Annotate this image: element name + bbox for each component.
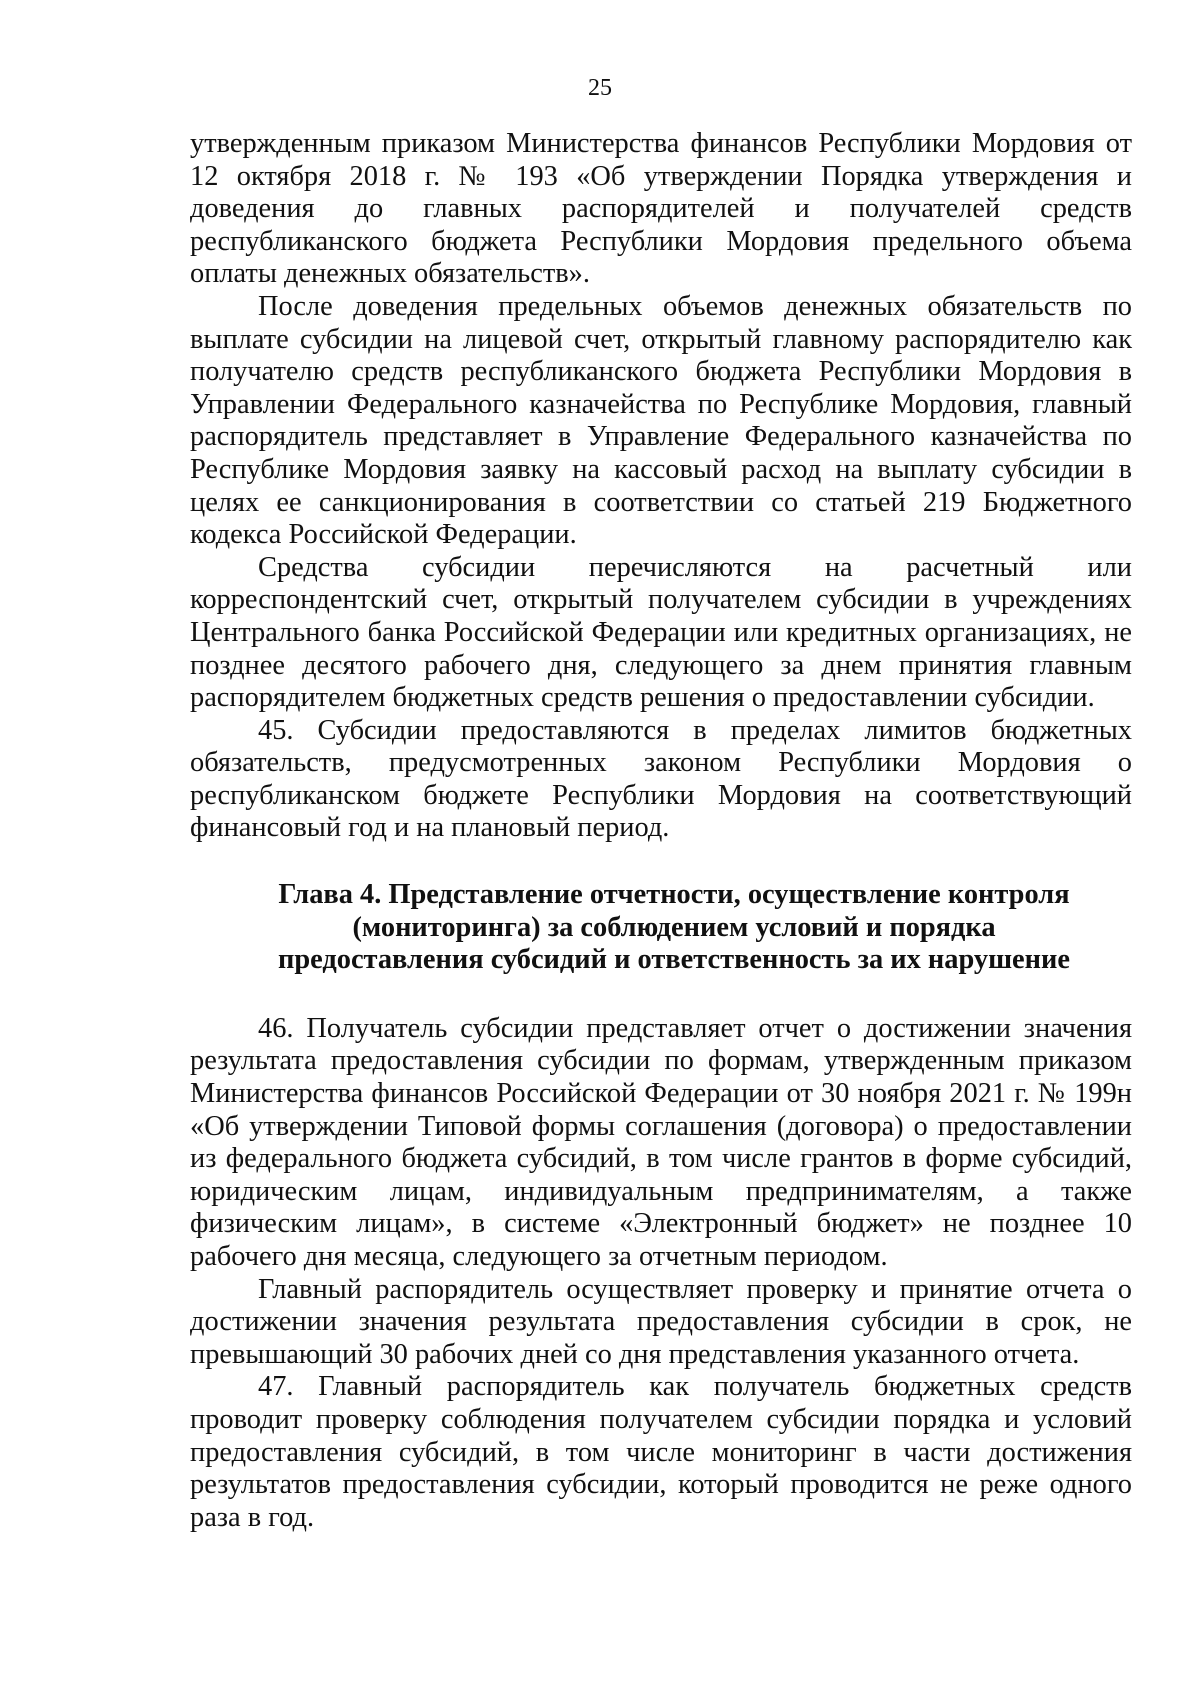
paragraph-item-46: 46. Получатель субсидии представляет отчет о достижении значения результата предоставления субсидии по формам, утвержденным приказом Министерства финансов Российской Федерации от 30 ноября 2021 г. № 199н «Об утверждении Типовой формы соглашения (договора) о предоставлении из федерального бюджета субсидий, в том числе грантов в форме субсидий, юридическим лицам, индивидуальным предпринимателям, а также физическим лицам», в системе «Электронный бюджет» не позднее 10 рабочего дня месяца, следующего за отчетным периодом.: [190, 1012, 1132, 1272]
paragraph-report-review: Главный распорядитель осуществляет проверку и принятие отчета о достижении значения результата предоставления субсидии в срок, не превышающий 30 рабочих дней со дня представления указанного отчета.: [190, 1273, 1132, 1370]
paragraph-cash-expense-request: После доведения предельных объемов денежных обязательств по выплате субсидии на лицевой счет, открытый главному распорядителю как получателю средств республиканского бюджета Республики Мордовия в Управлении Федерального казначейства по Республике Мордовия, главный распорядитель представляет в Управление Федерального казначейства по Республике Мордовия заявку на кассовый расход на выплату субсидии в целях ее санкционирования в соответствии со статьей 219 Бюджетного кодекса Российской Федерации.: [190, 290, 1132, 551]
paragraph-item-45: 45. Субсидии предоставляются в пределах лимитов бюджетных обязательств, предусмотренных законом Республики Мордовия о республиканском бюджете Республики Мордовия на соответствующий финансовый год и на плановый период.: [190, 714, 1132, 844]
paragraph-order-reference: утвержденным приказом Министерства финансов Республики Мордовия от 12 октября 2018 г. № 193 «Об утверждении Порядка утверждения и доведения до главных распорядителей и получателей средств республиканского бюджета Республики Мордовия предельного объема оплаты денежных обязательств».: [190, 128, 1132, 290]
paragraph-funds-transfer: Средства субсидии перечисляются на расчетный или корреспондентский счет, открытый получателем субсидии в учреждениях Центрального банка Российской Федерации или кредитных организациях, не позднее десятого рабочего дня, следующего за днем принятия главным распорядителем бюджетных средств решения о предоставлении субсидии.: [190, 551, 1132, 714]
document-body: [190, 128, 1132, 1534]
chapter-4-title: Глава 4. Представление отчетности, осуществление контроля (мониторинга) за соблюдением условий и порядка предоставления субсидий и ответственность за их нарушение: [278, 879, 1070, 976]
page-number: 25: [588, 75, 612, 101]
paragraph-item-47: 47. Главный распорядитель как получатель бюджетных средств проводит проверку соблюдения получателем субсидии порядка и условий предоставления субсидий, в том числе мониторинг в части достижения результатов предоставления субсидии, который проводится не реже одного раза в год.: [190, 1371, 1132, 1533]
